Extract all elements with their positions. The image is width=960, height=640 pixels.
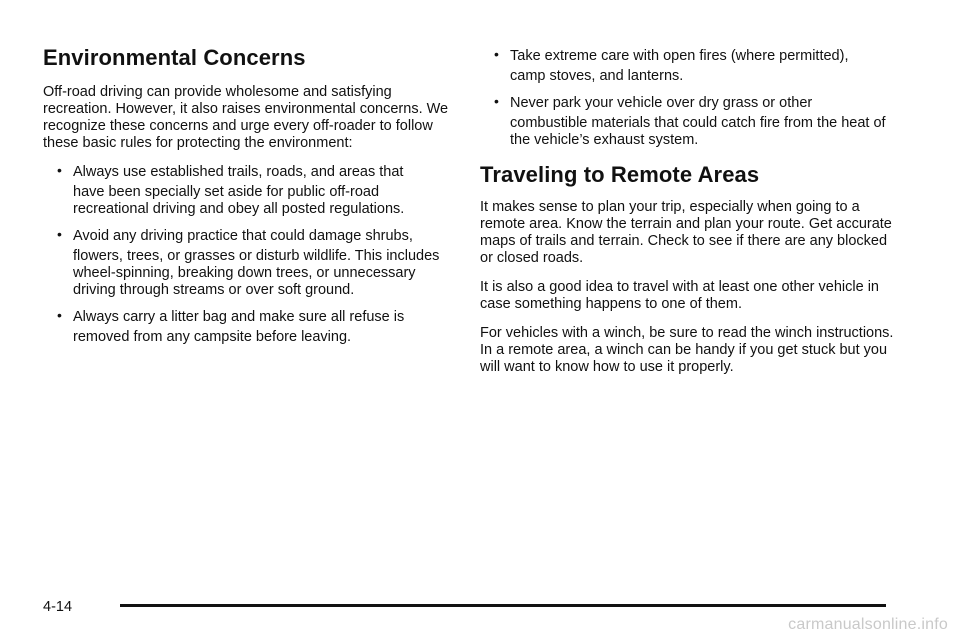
- footer-rule: [120, 604, 886, 607]
- page-number: 4-14: [43, 599, 73, 615]
- list-item-first-line: Take extreme care with open fires (where permitted),: [510, 48, 849, 64]
- list-item-rest: flowers, trees, or grasses or disturb wildlife. This includes wheel-spinning, breaking down trees, or unnecessary driving through streams or over soft ground.: [73, 248, 440, 298]
- list-item-rest: have been specially set aside for public off-road recreational driving and obey all posted regulations.: [73, 184, 405, 217]
- list-item: [43, 164, 458, 218]
- environmental-concerns-heading: Environmental Concerns: [43, 45, 306, 70]
- bullet-icon: •: [494, 46, 499, 62]
- remote-areas-heading: Traveling to Remote Areas: [480, 162, 760, 187]
- remote-areas-paragraph-1: It makes sense to plan your trip, especially when going to a remote area. Know the terrain and plan your route. Get accurate maps of trails and terrain. Check to see if there are any blocked or closed roads.: [480, 199, 892, 266]
- environmental-rules-list: [43, 164, 458, 346]
- list-item-rest: combustible materials that could catch fire from the heat of the vehicle’s exhaust system.: [510, 115, 886, 148]
- page-footer: [43, 597, 888, 617]
- list-item: [43, 309, 458, 346]
- watermark: carmanualsonline.info: [788, 616, 948, 633]
- list-item-rest: camp stoves, and lanterns.: [510, 68, 684, 84]
- bullet-icon: •: [494, 93, 499, 109]
- list-item: [480, 95, 895, 149]
- right-column: [480, 48, 895, 388]
- list-item-first-line: Avoid any driving practice that could damage shrubs,: [73, 228, 413, 244]
- bullet-icon: •: [57, 226, 62, 242]
- fire-safety-list: [480, 48, 895, 149]
- list-item: [480, 48, 895, 85]
- bullet-icon: •: [57, 307, 62, 323]
- remote-areas-paragraph-2: It is also a good idea to travel with at least one other vehicle in case something happens to one of them.: [480, 279, 879, 312]
- remote-areas-paragraph-3: For vehicles with a winch, be sure to read the winch instructions. In a remote area, a winch can be handy if you get stuck but you will want to know how to use it properly.: [480, 325, 894, 375]
- list-item-first-line: Never park your vehicle over dry grass or other: [510, 95, 813, 111]
- list-item-rest: removed from any campsite before leaving.: [73, 329, 352, 345]
- list-item-first-line: Always carry a litter bag and make sure all refuse is: [73, 309, 405, 325]
- left-column: [43, 44, 458, 356]
- bullet-icon: •: [57, 162, 62, 178]
- list-item: [43, 228, 458, 299]
- list-item-first-line: Always use established trails, roads, and areas that: [73, 164, 404, 180]
- environmental-intro-paragraph: Off-road driving can provide wholesome and satisfying recreation. However, it also raises environmental concerns. We recognize these concerns and urge every off-roader to follow these basic rules for protecting the environment:: [43, 84, 449, 151]
